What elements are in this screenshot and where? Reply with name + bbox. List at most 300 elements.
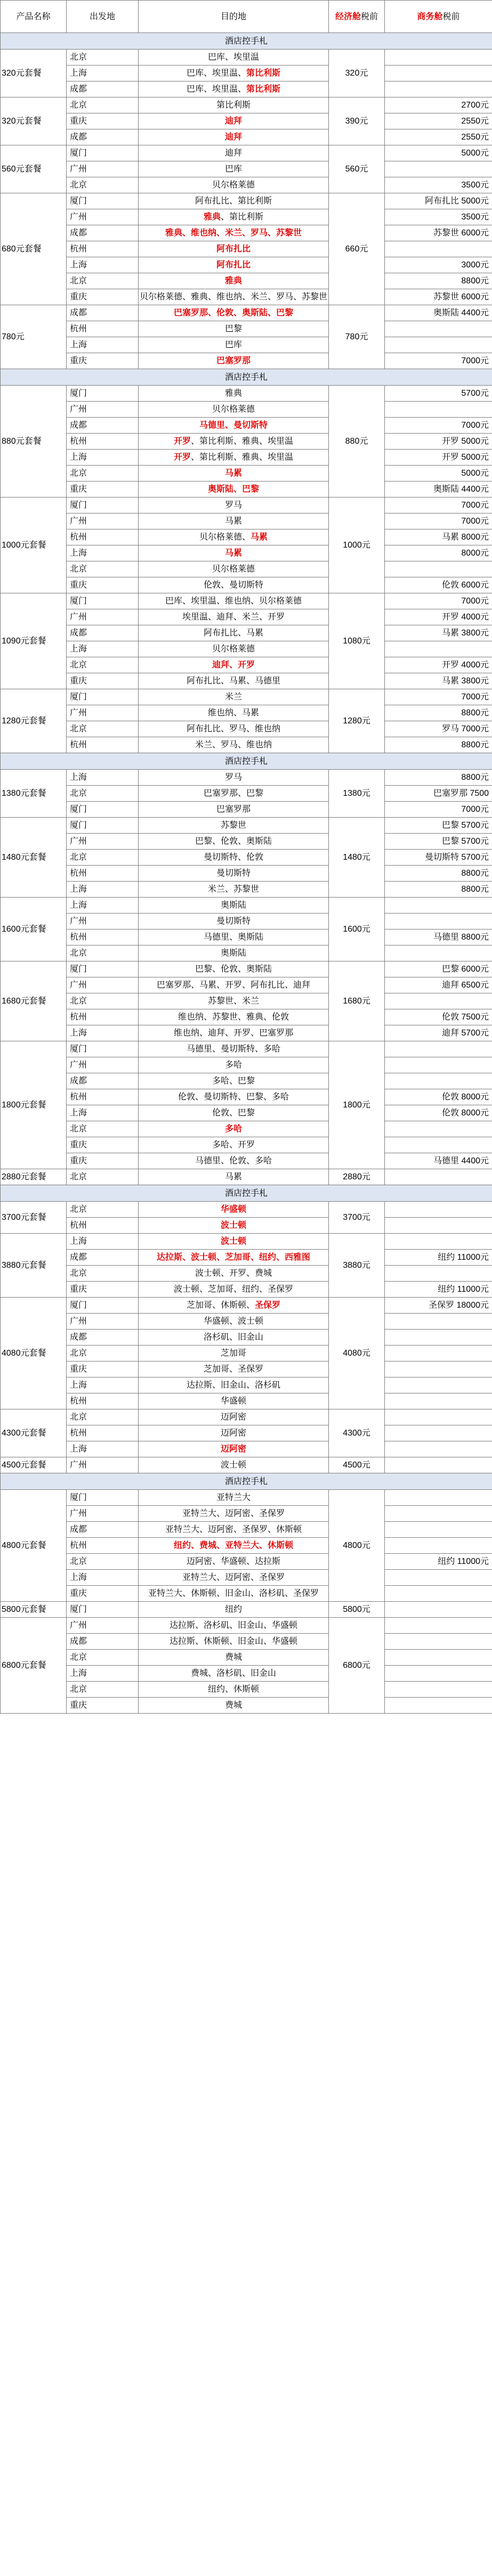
origin-city: 上海	[67, 257, 139, 273]
origin-city: 北京	[67, 466, 139, 482]
destination: 巴库	[139, 161, 329, 177]
destination: 贝尔格莱德	[139, 402, 329, 418]
table-row	[1, 402, 492, 418]
economy-price: 4500元	[329, 1457, 385, 1473]
business-price: 巴塞罗那 7500	[385, 786, 492, 802]
destination-highlight: 第比利斯	[246, 69, 281, 78]
table-row	[1, 818, 492, 834]
table-row	[1, 1121, 492, 1137]
table-row	[1, 81, 492, 97]
business-price	[385, 1425, 492, 1441]
origin-city: 杭州	[67, 321, 139, 337]
destination: 维也纳、马累	[139, 705, 329, 721]
business-price: 马德里 4400元	[385, 1153, 492, 1169]
destination: 巴塞罗那、巴黎	[139, 786, 329, 802]
business-price: 8800元	[385, 770, 492, 786]
product-name: 2880元套餐	[1, 1169, 67, 1185]
business-price	[385, 561, 492, 577]
economy-price: 2880元	[329, 1169, 385, 1185]
origin-city: 北京	[67, 1650, 139, 1666]
table-row	[1, 1089, 492, 1105]
origin-city: 成都	[67, 225, 139, 241]
destination: 洛杉矶、旧金山	[139, 1330, 329, 1346]
destination: 马德里、奥斯陆	[139, 930, 329, 945]
origin-city: 杭州	[67, 1538, 139, 1554]
destination: 米兰、罗马、维也纳	[139, 737, 329, 753]
destination: 迪拜、开罗	[139, 657, 329, 673]
origin-city: 杭州	[67, 434, 139, 450]
business-price	[385, 1346, 492, 1362]
table-row	[1, 1009, 492, 1025]
destination: 维也纳、苏黎世、雅典、伦敦	[139, 1009, 329, 1025]
business-price: 开罗 4000元	[385, 609, 492, 625]
business-price	[385, 1698, 492, 1714]
table-row	[1, 241, 492, 257]
table-row	[1, 386, 492, 402]
origin-city: 杭州	[67, 1425, 139, 1441]
origin-city: 重庆	[67, 577, 139, 593]
origin-city: 厦门	[67, 1602, 139, 1618]
destination-text: 贝尔格莱德、	[199, 533, 251, 542]
business-price	[385, 1234, 492, 1250]
destination-text: 、第比利斯、雅典、埃里温	[191, 453, 294, 462]
origin-city: 成都	[67, 129, 139, 145]
origin-city: 北京	[67, 273, 139, 289]
product-name: 320元套餐	[1, 50, 67, 97]
table-row	[1, 561, 492, 577]
origin-city: 上海	[67, 641, 139, 657]
table-row	[1, 1169, 492, 1185]
business-price: 开罗 5000元	[385, 434, 492, 450]
destination: 华盛顿、波士顿	[139, 1314, 329, 1330]
business-price	[385, 1441, 492, 1457]
destination: 雅典	[139, 273, 329, 289]
economy-price: 3700元	[329, 1202, 385, 1234]
destination: 贝尔格莱德、雅典、维也纳、米兰、罗马、苏黎世	[139, 289, 329, 305]
product-name: 3700元套餐	[1, 1202, 67, 1234]
table-row	[1, 129, 492, 145]
origin-city: 北京	[67, 1266, 139, 1282]
header-business	[385, 1, 492, 33]
economy-price: 6800元	[329, 1618, 385, 1714]
business-price: 3500元	[385, 177, 492, 193]
business-price: 曼切斯特 5700元	[385, 850, 492, 866]
destination: 第比利斯	[139, 97, 329, 113]
table-row	[1, 593, 492, 609]
destination: 阿布扎比、罗马、维也纳	[139, 721, 329, 737]
economy-price: 4300元	[329, 1409, 385, 1457]
destination: 马累	[139, 513, 329, 529]
business-price	[385, 641, 492, 657]
header-economy-red: 经济舱	[335, 12, 361, 21]
origin-city: 广州	[67, 914, 139, 930]
origin-city: 上海	[67, 1570, 139, 1586]
business-price: 5000元	[385, 466, 492, 482]
business-price	[385, 402, 492, 418]
origin-city: 杭州	[67, 1089, 139, 1105]
table-row	[1, 1266, 492, 1282]
business-price: 7000元	[385, 689, 492, 705]
business-price: 伦敦 8000元	[385, 1089, 492, 1105]
origin-city: 北京	[67, 50, 139, 66]
table-row	[1, 257, 492, 273]
destination-text: 、第比利斯	[221, 213, 264, 222]
destination: 马德里、伦敦、多哈	[139, 1153, 329, 1169]
origin-city: 北京	[67, 945, 139, 961]
table-row	[1, 1441, 492, 1457]
table-row	[1, 945, 492, 961]
business-price	[385, 1330, 492, 1346]
business-price	[385, 1538, 492, 1554]
origin-city: 成都	[67, 1330, 139, 1346]
product-name: 1680元套餐	[1, 961, 67, 1041]
business-price	[385, 1650, 492, 1666]
business-price	[385, 1266, 492, 1282]
origin-city: 厦门	[67, 961, 139, 977]
origin-city: 北京	[67, 1409, 139, 1425]
table-row	[1, 1538, 492, 1554]
product-name: 1280元套餐	[1, 689, 67, 753]
business-price	[385, 1218, 492, 1234]
business-price: 3500元	[385, 209, 492, 225]
table-row	[1, 898, 492, 914]
origin-city: 重庆	[67, 353, 139, 369]
table-row	[1, 930, 492, 945]
destination: 巴库、埃里温、维也纳、贝尔格莱德	[139, 593, 329, 609]
product-name: 4500元套餐	[1, 1457, 67, 1473]
table-row	[1, 1025, 492, 1041]
origin-city: 杭州	[67, 1393, 139, 1409]
economy-price: 780元	[329, 305, 385, 369]
destination: 贝尔格莱德	[139, 641, 329, 657]
destination: 奥斯陆、巴黎	[139, 482, 329, 498]
origin-city: 重庆	[67, 1698, 139, 1714]
economy-price: 1680元	[329, 961, 385, 1041]
business-price: 7000元	[385, 513, 492, 529]
product-name: 1480元套餐	[1, 818, 67, 898]
business-price: 开罗 4000元	[385, 657, 492, 673]
table-row	[1, 770, 492, 786]
destination: 苏黎世	[139, 818, 329, 834]
destination: 罗马	[139, 770, 329, 786]
origin-city: 厦门	[67, 802, 139, 818]
business-price	[385, 1377, 492, 1393]
table-row	[1, 961, 492, 977]
table-row	[1, 850, 492, 866]
table-row	[1, 1409, 492, 1425]
business-price: 5000元	[385, 145, 492, 161]
business-price: 8800元	[385, 705, 492, 721]
table-row	[1, 1634, 492, 1650]
section-band: 酒店控手札	[1, 1185, 492, 1202]
business-price: 迪拜 5700元	[385, 1025, 492, 1041]
table-row	[1, 834, 492, 850]
origin-city: 上海	[67, 450, 139, 466]
section-band-row	[1, 369, 492, 386]
business-price: 8800元	[385, 273, 492, 289]
origin-city: 厦门	[67, 1490, 139, 1506]
origin-city: 上海	[67, 770, 139, 786]
header-row	[1, 1, 492, 33]
economy-price: 660元	[329, 193, 385, 305]
destination	[139, 66, 329, 81]
origin-city: 厦门	[67, 145, 139, 161]
origin-city: 杭州	[67, 930, 139, 945]
origin-city: 北京	[67, 561, 139, 577]
destination: 阿布扎比	[139, 257, 329, 273]
destination	[139, 434, 329, 450]
origin-city: 成都	[67, 418, 139, 434]
origin-city: 广州	[67, 161, 139, 177]
product-name: 680元套餐	[1, 193, 67, 305]
destination: 迈阿密	[139, 1441, 329, 1457]
business-price	[385, 1073, 492, 1089]
business-price	[385, 1586, 492, 1602]
business-price: 纽约 11000元	[385, 1282, 492, 1298]
destination	[139, 209, 329, 225]
destination: 多哈	[139, 1057, 329, 1073]
origin-city: 重庆	[67, 1137, 139, 1153]
economy-price: 1280元	[329, 689, 385, 753]
table-row	[1, 1137, 492, 1153]
origin-city: 重庆	[67, 1282, 139, 1298]
table-row	[1, 1362, 492, 1377]
product-name: 5800元套餐	[1, 1602, 67, 1618]
table-row	[1, 1153, 492, 1169]
business-price: 纽约 11000元	[385, 1554, 492, 1570]
table-row	[1, 1330, 492, 1346]
business-price	[385, 1634, 492, 1650]
origin-city: 北京	[67, 657, 139, 673]
destination-highlight: 雅典	[203, 213, 221, 222]
origin-city: 广州	[67, 977, 139, 993]
destination: 华盛顿	[139, 1393, 329, 1409]
business-price	[385, 1041, 492, 1057]
origin-city: 厦门	[67, 1041, 139, 1057]
destination: 马累	[139, 1169, 329, 1185]
destination: 贝尔格莱德	[139, 177, 329, 193]
table-row	[1, 113, 492, 129]
section-band: 酒店控手札	[1, 33, 492, 50]
origin-city: 上海	[67, 882, 139, 898]
table-row	[1, 1298, 492, 1314]
origin-city: 上海	[67, 1025, 139, 1041]
table-row	[1, 1602, 492, 1618]
destination: 达拉斯、休斯顿、旧金山、华盛顿	[139, 1634, 329, 1650]
product-name: 560元套餐	[1, 145, 67, 193]
destination: 波士顿	[139, 1234, 329, 1250]
origin-city: 杭州	[67, 866, 139, 882]
product-name: 880元套餐	[1, 386, 67, 498]
destination: 亚特兰大、迈阿密、圣保罗	[139, 1506, 329, 1522]
origin-city: 厦门	[67, 593, 139, 609]
economy-price: 1380元	[329, 770, 385, 818]
business-price: 8000元	[385, 545, 492, 561]
table-row	[1, 337, 492, 353]
table-row	[1, 689, 492, 705]
business-price	[385, 1666, 492, 1682]
business-price	[385, 161, 492, 177]
table-row	[1, 513, 492, 529]
table-row	[1, 721, 492, 737]
table-row	[1, 993, 492, 1009]
origin-city: 北京	[67, 1202, 139, 1218]
table-row	[1, 1346, 492, 1362]
business-price: 8800元	[385, 737, 492, 753]
header-economy	[329, 1, 385, 33]
table-row	[1, 321, 492, 337]
header-product: 产品名称	[1, 1, 67, 33]
origin-city: 厦门	[67, 1298, 139, 1314]
business-price	[385, 898, 492, 914]
table-row	[1, 145, 492, 161]
destination: 波士顿、芝加哥、纽约、圣保罗	[139, 1282, 329, 1298]
economy-price: 1480元	[329, 818, 385, 898]
table-row	[1, 1522, 492, 1538]
destination: 雅典	[139, 386, 329, 402]
business-price: 马累 8000元	[385, 529, 492, 545]
business-price: 2550元	[385, 113, 492, 129]
origin-city: 上海	[67, 1105, 139, 1121]
origin-city: 广州	[67, 609, 139, 625]
origin-city: 成都	[67, 1250, 139, 1266]
origin-city: 厦门	[67, 818, 139, 834]
origin-city: 上海	[67, 1441, 139, 1457]
product-name: 4080元套餐	[1, 1298, 67, 1409]
destination: 迈阿密	[139, 1425, 329, 1441]
table-row	[1, 1314, 492, 1330]
destination: 达拉斯、波士顿、芝加哥、纽约、西雅图	[139, 1250, 329, 1266]
section-band: 酒店控手札	[1, 369, 492, 386]
business-price	[385, 1522, 492, 1538]
table-row	[1, 577, 492, 593]
table-row	[1, 1041, 492, 1057]
table-row	[1, 545, 492, 561]
table-row	[1, 1457, 492, 1473]
product-name: 320元套餐	[1, 97, 67, 145]
table-row	[1, 1554, 492, 1570]
destination: 亚特兰大、休斯顿、旧金山、洛杉矶、圣保罗	[139, 1586, 329, 1602]
origin-city: 厦门	[67, 689, 139, 705]
product-name: 4300元套餐	[1, 1409, 67, 1457]
business-price	[385, 66, 492, 81]
section-band: 酒店控手札	[1, 753, 492, 770]
business-price: 圣保罗 18000元	[385, 1298, 492, 1314]
destination: 亚特兰大、迈阿密、圣保罗	[139, 1570, 329, 1586]
economy-price: 3880元	[329, 1234, 385, 1298]
destination: 纽约、休斯顿	[139, 1682, 329, 1698]
economy-price: 560元	[329, 145, 385, 193]
table-row	[1, 1202, 492, 1218]
business-price: 苏黎世 6000元	[385, 225, 492, 241]
table-row	[1, 1618, 492, 1634]
destination: 达拉斯、洛杉矶、旧金山、华盛顿	[139, 1618, 329, 1634]
destination: 奥斯陆	[139, 945, 329, 961]
destination: 多哈、巴黎	[139, 1073, 329, 1089]
destination: 巴黎	[139, 321, 329, 337]
origin-city: 上海	[67, 1234, 139, 1250]
table-row	[1, 1586, 492, 1602]
table-row	[1, 802, 492, 818]
table-row	[1, 161, 492, 177]
table-row	[1, 50, 492, 66]
origin-city: 北京	[67, 786, 139, 802]
destination-highlight: 开罗	[173, 453, 191, 462]
origin-city: 广州	[67, 1057, 139, 1073]
business-price	[385, 1169, 492, 1185]
table-row	[1, 1425, 492, 1441]
table-row	[1, 1073, 492, 1089]
header-business-plain: 税前	[442, 12, 460, 21]
product-name: 1380元套餐	[1, 770, 67, 818]
origin-city: 北京	[67, 993, 139, 1009]
table-row	[1, 1570, 492, 1586]
table-row	[1, 97, 492, 113]
business-price: 2700元	[385, 97, 492, 113]
economy-price: 880元	[329, 386, 385, 498]
business-price	[385, 1057, 492, 1073]
business-price	[385, 1314, 492, 1330]
destination: 迪拜	[139, 113, 329, 129]
destination: 巴塞罗那、伦敦、奥斯陆、巴黎	[139, 305, 329, 321]
business-price	[385, 1570, 492, 1586]
header-business-red: 商务舱	[417, 12, 443, 21]
destination: 亚特兰大、迈阿密、圣保罗、休斯顿	[139, 1522, 329, 1538]
business-price: 7000元	[385, 353, 492, 369]
destination: 罗马	[139, 498, 329, 513]
table-row	[1, 977, 492, 993]
product-name: 1000元套餐	[1, 498, 67, 593]
table-row	[1, 273, 492, 289]
business-price: 阿布扎比 5000元	[385, 193, 492, 209]
origin-city: 广州	[67, 1314, 139, 1330]
business-price	[385, 1393, 492, 1409]
destination: 曼切斯特	[139, 866, 329, 882]
table-row	[1, 1377, 492, 1393]
table-row	[1, 657, 492, 673]
economy-price: 5800元	[329, 1602, 385, 1618]
table-row	[1, 1218, 492, 1234]
origin-city: 重庆	[67, 113, 139, 129]
destination-highlight: 圣保罗	[255, 1301, 281, 1310]
table-row	[1, 209, 492, 225]
destination: 阿布扎比、第比利斯	[139, 193, 329, 209]
destination: 纽约	[139, 1602, 329, 1618]
product-name: 3880元套餐	[1, 1234, 67, 1298]
destination: 芝加哥	[139, 1346, 329, 1362]
destination: 曼切斯特	[139, 914, 329, 930]
table-row	[1, 673, 492, 689]
business-price	[385, 1506, 492, 1522]
table-row	[1, 705, 492, 721]
origin-city: 厦门	[67, 193, 139, 209]
table-row	[1, 193, 492, 209]
section-band-row	[1, 1185, 492, 1202]
table-row	[1, 1682, 492, 1698]
destination: 巴塞罗那	[139, 802, 329, 818]
destination: 马德里、曼切斯特	[139, 418, 329, 434]
origin-city: 重庆	[67, 289, 139, 305]
product-name: 1800元套餐	[1, 1041, 67, 1169]
table-row	[1, 225, 492, 241]
destination: 马累	[139, 545, 329, 561]
economy-price: 390元	[329, 97, 385, 145]
origin-city: 厦门	[67, 498, 139, 513]
destination: 费城	[139, 1650, 329, 1666]
table-row	[1, 1250, 492, 1266]
origin-city: 广州	[67, 1618, 139, 1634]
business-price	[385, 1602, 492, 1618]
